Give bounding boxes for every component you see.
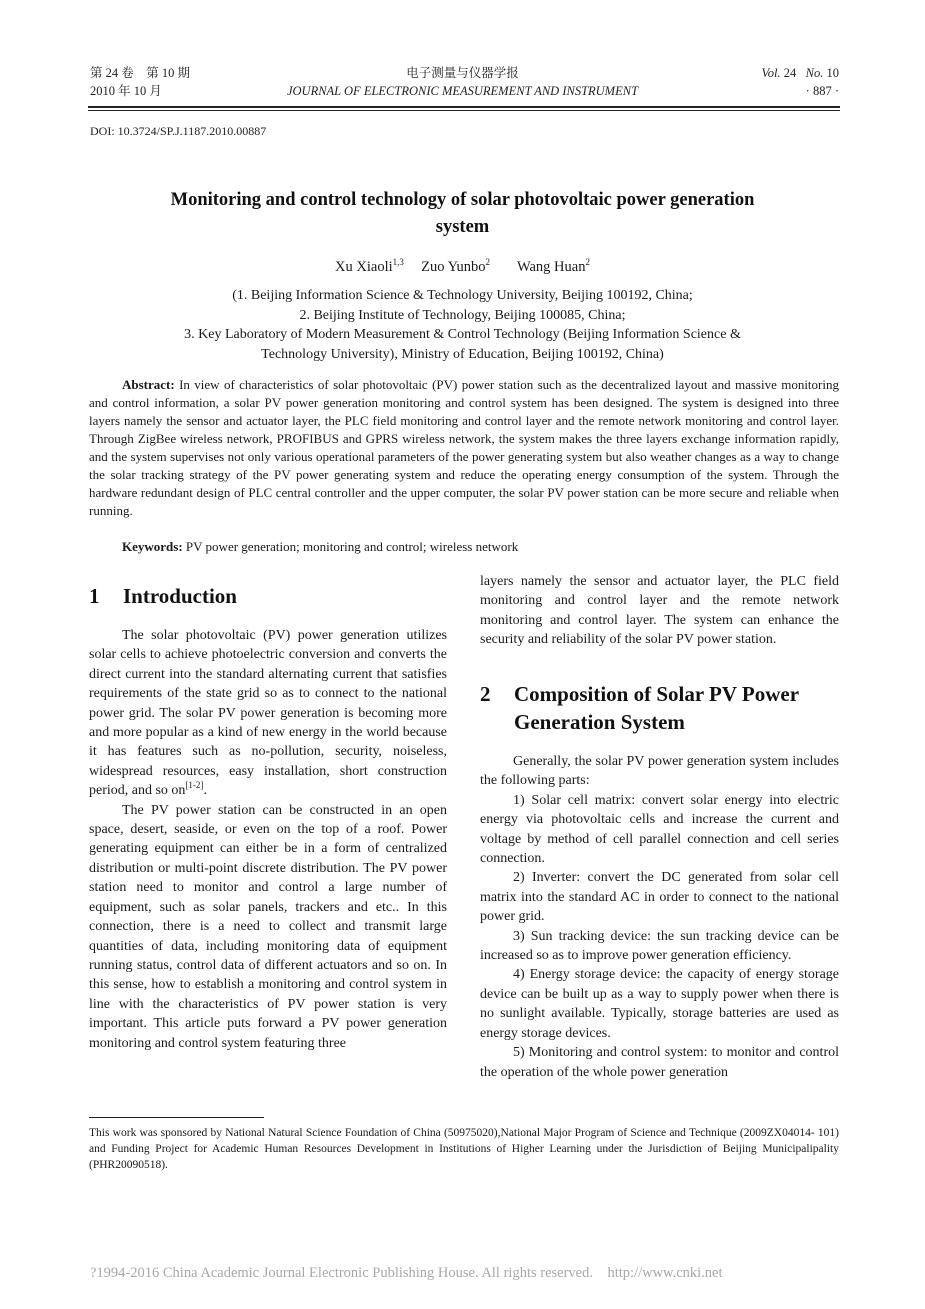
paragraph bbox=[89, 626, 447, 801]
no-label: No. bbox=[805, 66, 824, 80]
list-item: 1) Solar cell matrix: convert solar energy into electric energy via photovoltaic cells and increase the current and voltage by method of cell parallel connection and cell series connection. bbox=[480, 792, 839, 867]
header-volume-number bbox=[762, 64, 839, 82]
vol-label: Vol. bbox=[761, 66, 781, 80]
paragraph-text: The solar photovoltaic (PV) power generation utilizes solar cells to achieve photoelectric conversion and converts the direct current into the standard alternating current that satisfies requirements of the state grid so as to connect to the national power grid. The solar PV power generation is becoming more and more popular as a kind of new energy in the world because it has features such as no-pollution, security, noiseless, widespread resources, easy installation, short construction period, and so on bbox=[89, 628, 447, 799]
section-number: 2 bbox=[480, 682, 491, 706]
paragraph-end: . bbox=[203, 783, 207, 799]
paragraph: Generally, the solar PV power generation system includes the following parts: bbox=[480, 754, 839, 789]
list-item: 3) Sun tracking device: the sun tracking device can be increased so as to improve power generation efficiency. bbox=[480, 928, 839, 964]
paper-title: Monitoring and control technology of solar photovoltaic power generation system bbox=[170, 190, 755, 237]
paragraph: The PV power station can be constructed in an open space, desert, seaside, or even on the top of a roof. Power generating equipment can either be in a form of centralized distribution or multi-point discrete distribution. The PV power station need to monitor and control a large number of equipment, such as solar panels, trackers and etc.. In this connection, there is a need to collect and transmit large quantities of data, including monitoring data of equipment running status, control data of different actuators and so on. In this sense, how to establish a monitoring and control system in line with the characteristics of PV power station is very important. This article puts forward a PV power generation monitoring and control system featuring three bbox=[89, 802, 447, 1051]
affiliation-line: 2. Beijing Institute of Technology, Beijing 100085, China; bbox=[299, 307, 626, 323]
citation: [1-2] bbox=[185, 780, 204, 791]
journal-name-cn: 电子测量与仪器学报 bbox=[406, 66, 519, 80]
affiliation-line: 3. Key Laboratory of Modern Measurement & Control Technology (Beijing Information Science & Technology University), Ministry of Education, Beijing 100192, China) bbox=[184, 327, 741, 362]
section-heading-introduction bbox=[89, 582, 237, 610]
abstract bbox=[89, 376, 839, 520]
abstract-text: In view of characteristics of solar photovoltaic (PV) power station such as the decentralized layout and massive monitoring and control information, a solar PV power generation monitoring and control system has been designed. The system is designed into three layers namely the sensor and actuator layer, the PLC field monitoring and control layer and the remote network monitoring and control layer. Through ZigBee wireless network, PROFIBUS and GPRS wireless network, the system makes the three layers exchange information rapidly, and the system supervises not only various operational parameters of the power generating system but also weather changes as a way to change the solar tracking strategy of the PV power generating system and reduce the operating energy consumption of the system. Through the hardware redundant design of PLC central controller and the upper computer, the solar PV power station can be more secure and reliable when running. bbox=[89, 377, 839, 518]
paragraph: layers namely the sensor and actuator layer, the PLC field monitoring and control layer and the remote network monitoring and control layer. The system can enhance the security and reliability of the solar PV power station. bbox=[480, 574, 839, 648]
affiliation-line: (1. Beijing Information Science & Technology University, Beijing 100192, China; bbox=[232, 288, 693, 303]
doi: DOI: 10.3724/SP.J.1187.2010.00887 bbox=[90, 124, 267, 138]
header-rule-thick bbox=[88, 106, 840, 108]
left-column bbox=[89, 626, 447, 1053]
author-name: Wang Huan bbox=[516, 259, 586, 275]
right-column-body bbox=[480, 752, 839, 1082]
page-number: · 887 · bbox=[805, 84, 839, 98]
list-item: 5) Monitoring and control system: to monitor and control the operation of the whole power generation bbox=[480, 1045, 839, 1080]
no-value: 10 bbox=[826, 66, 839, 80]
section-heading-composition bbox=[480, 680, 840, 736]
header-volume-issue-cn: 第 24 卷 第 10 期 bbox=[90, 66, 191, 80]
section-title: Introduction bbox=[123, 584, 237, 608]
list-item: 4) Energy storage device: the capacity of energy storage device can be built up as a way to supply power when there is no sunlight available. Typically, storage batteries are used as energy storage devices. bbox=[480, 967, 839, 1041]
header-date-cn: 2010 年 10 月 bbox=[90, 84, 162, 98]
section-number: 1 bbox=[89, 584, 100, 608]
section-title: Composition of Solar PV Power Generation System bbox=[514, 682, 799, 734]
header-volume-page bbox=[762, 64, 839, 100]
abstract-label: Abstract: bbox=[122, 377, 175, 392]
list-item: 2) Inverter: convert the DC generated from solar cell matrix into the standard AC in order to connect to the national power grid. bbox=[480, 870, 839, 925]
journal-name-en: JOURNAL OF ELECTRONIC MEASUREMENT AND INSTRUMENT bbox=[286, 84, 639, 98]
right-column-top bbox=[480, 572, 839, 650]
author-name: Xu Xiaoli bbox=[335, 259, 393, 275]
author-affiliation-sup: 2 bbox=[585, 257, 590, 267]
author-affiliation-sup: 1,3 bbox=[392, 257, 404, 267]
affiliations bbox=[150, 286, 775, 364]
keywords-text: PV power generation; monitoring and control; wireless network bbox=[182, 539, 519, 554]
author-name: Zuo Yunbo bbox=[421, 259, 486, 275]
footnote-rule bbox=[89, 1117, 264, 1118]
keywords-label: Keywords: bbox=[122, 539, 183, 554]
author-affiliation-sup: 2 bbox=[485, 257, 490, 267]
funding-footnote: This work was sponsored by National Natural Science Foundation of China (50975020),National Major Program of Science and Technique (2009ZX04014- 101) and Funding Project for Academic Human Resources Development in Institutions of Higher Learning under the Jurisdiction of Beijing Municipalipality (PHR20090518). bbox=[89, 1127, 839, 1171]
author-list bbox=[0, 257, 925, 277]
copyright-notice: ?1994-2016 China Academic Journal Electronic Publishing House. All rights reserved. http://www.cnki.net bbox=[90, 1265, 723, 1281]
keywords bbox=[122, 538, 518, 556]
vol-value: 24 bbox=[783, 66, 797, 80]
header-rule-thin bbox=[88, 110, 840, 111]
